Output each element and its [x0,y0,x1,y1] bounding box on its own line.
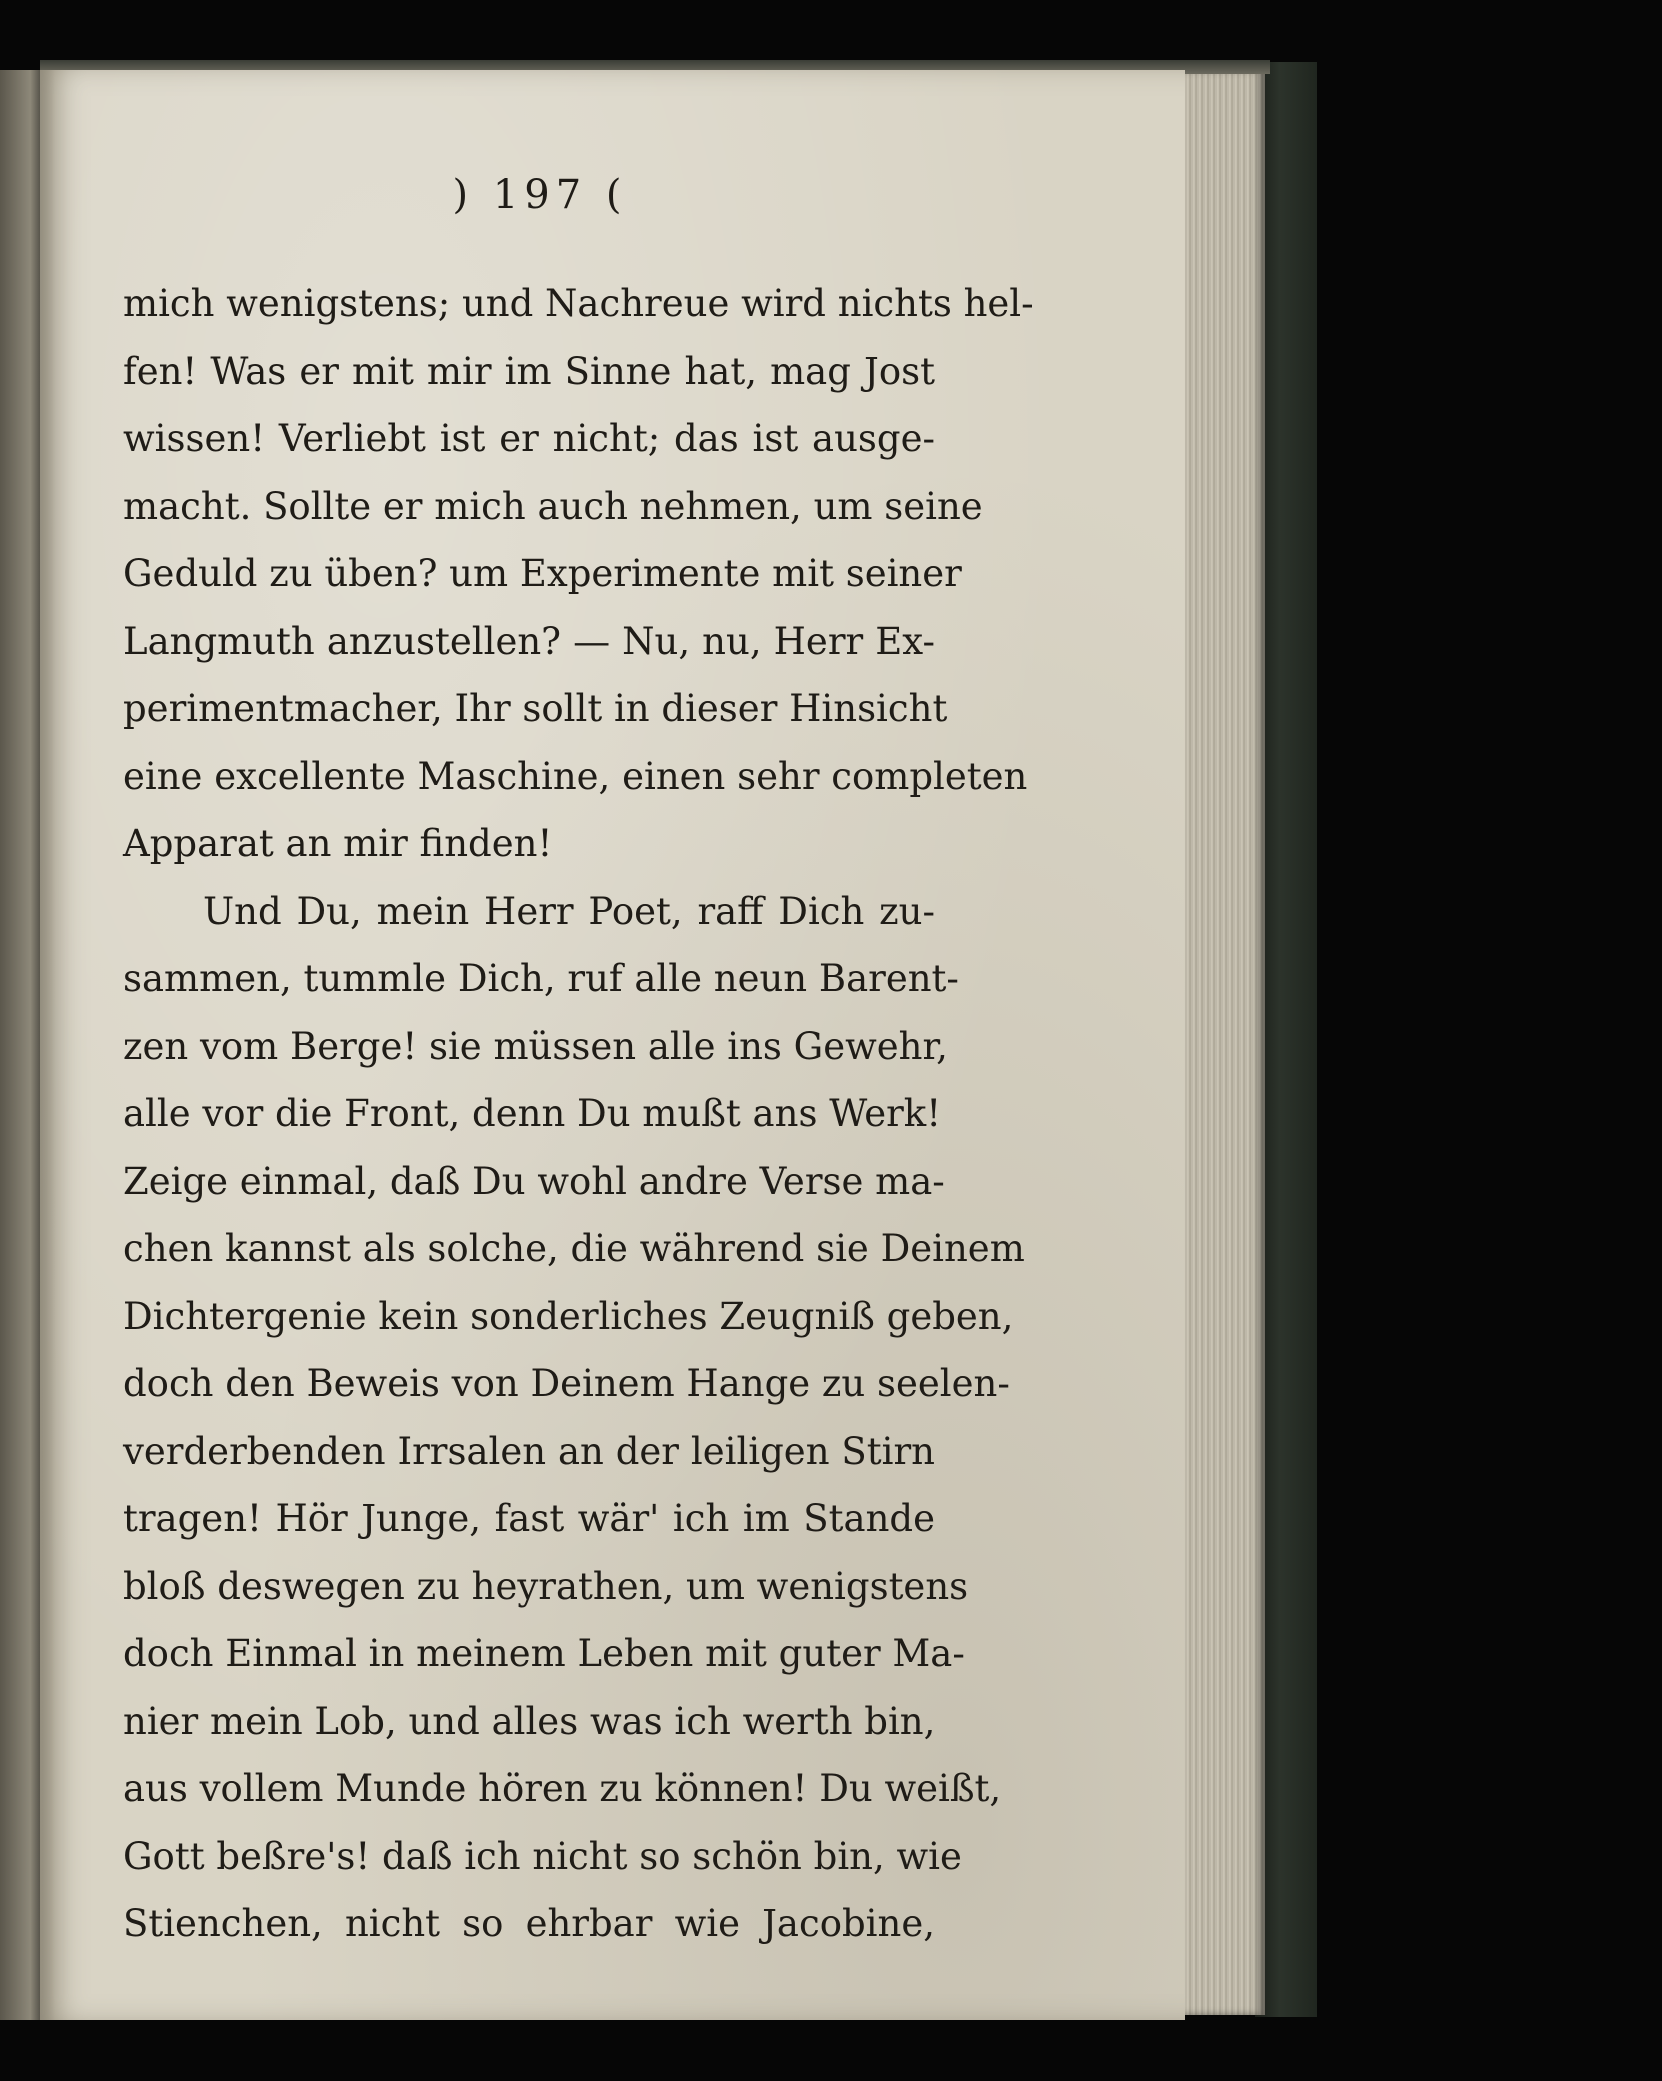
text-line: doch den Beweis von Deinem Hange zu seelen- [123,1362,1010,1405]
text-line: Apparat an mir finden! [123,822,553,865]
text-line: macht. Sollte er mich auch nehmen, um seine [123,484,983,528]
text-line: Dichtergenie kein sonderliches Zeugniß geben, [123,1294,1014,1338]
text-line: alle vor die Front, denn Du mußt ans Werk! [123,1092,942,1135]
text-line: zen vom Berge! sie müssen alle ins Gewehr, [123,1024,948,1068]
text-line: Geduld zu üben? um Experimente mit seiner [123,552,962,595]
text-line: aus vollem Munde hören zu können! Du weißt, [123,1767,1002,1810]
text-line: nier mein Lob, und alles was ich werth bin, [123,1699,936,1743]
binding-gutter [0,70,55,2020]
text-line: Zeige einmal, daß Du wohl andre Verse ma- [123,1159,945,1203]
text-line: Gott beßre's! daß ich nicht so schön bin, wie [123,1834,962,1878]
text-line: verderbenden Irrsalen an der leiligen Stirn [123,1429,935,1473]
page-stack-edges [1180,70,1265,2015]
text-line: sammen, tummle Dich, ruf alle neun Barent- [123,957,959,1000]
text-line: mich wenigstens; und Nachreue wird nichts hel- [123,282,1034,325]
text-line: fen! Was er mit mir im Sinne hat, mag Jost [123,349,935,393]
text-line: perimentmacher, Ihr sollt in dieser Hinsicht [123,687,948,730]
text-line: wissen! Verliebt ist er nicht; das ist ausge- [123,417,935,460]
text-line: tragen! Hör Junge, fast wär' ich im Stande [123,1497,935,1540]
text-line: doch Einmal in meinem Leben mit guter Ma- [123,1632,965,1675]
text-line: Stienchen, nicht so ehrbar wie Jacobine, [123,1902,935,1945]
text-line: Und Du, mein Herr Poet, raff Dich zu- [203,889,935,933]
text-line: Langmuth anzustellen? — Nu, nu, Herr Ex- [123,619,935,663]
body-text [123,270,1034,1958]
text-line: eine excellente Maschine, einen sehr completen [123,754,1028,798]
text-line: bloß deswegen zu heyrathen, um wenigstens [123,1564,969,1608]
page-number-header: ) 197 ( [452,172,628,218]
text-line: chen kannst als solche, die während sie Deinem [123,1227,1025,1270]
